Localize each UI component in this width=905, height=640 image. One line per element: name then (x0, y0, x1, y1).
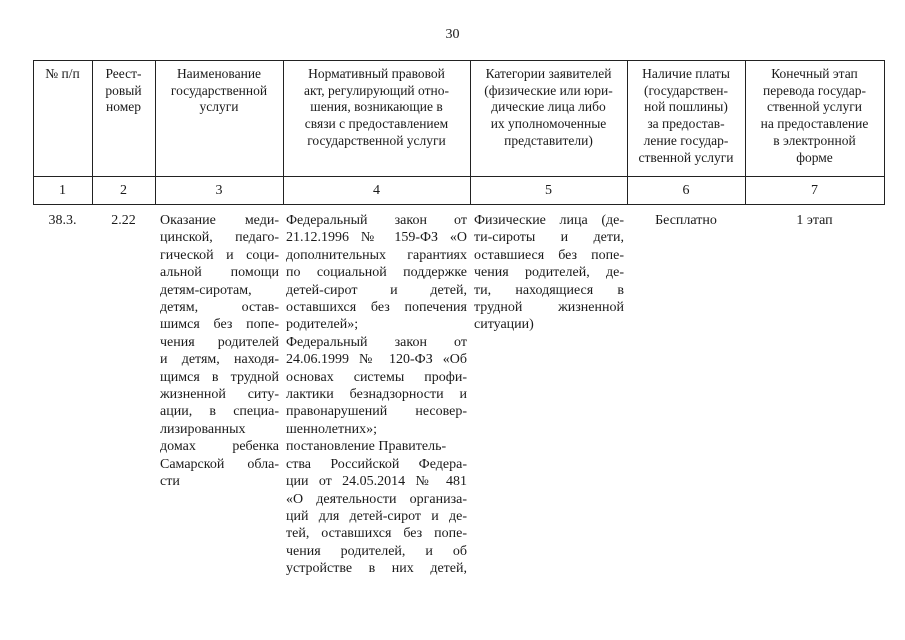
text-line: щимся в трудной (160, 369, 279, 385)
table-top-border (33, 60, 885, 61)
header-line: государственной услуги (307, 132, 446, 148)
header-line: акт, регулирующий отно- (304, 82, 449, 98)
header-line: услуги (199, 99, 239, 115)
text-line: шимся без попе- (160, 317, 279, 333)
header-line: № п/п (45, 66, 80, 81)
header-line: Наличие платы (642, 66, 730, 81)
text-line: Федеральный закон от (286, 334, 467, 350)
text-line: Самарской обла- (160, 456, 279, 472)
text-line: ции от 24.05.2014 № 481 (286, 474, 467, 490)
text-line: Федеральный закон от (286, 213, 467, 228)
text-line: альной помощи (160, 265, 279, 281)
text-line: «О деятельности организа- (286, 491, 467, 507)
text-line: чения родителей, и об (286, 543, 467, 559)
text-line: детей-сирот и детей, (286, 282, 467, 298)
header-line: Наименование (176, 66, 262, 81)
text-line: чения родителей, де- (474, 265, 624, 281)
header-line: перевода государ- (763, 82, 866, 98)
text-line: ти-сироты и дети, (474, 230, 624, 246)
text-line: ти, находящиеся в (474, 282, 624, 298)
column-number: 7 (811, 183, 818, 198)
column-divider (884, 60, 885, 205)
column-number: 4 (373, 183, 380, 198)
header-line: представители) (504, 132, 593, 148)
header-line: дические лица либо (491, 99, 606, 115)
header-fee (627, 66, 745, 166)
text-line: по социальной поддержке (286, 265, 467, 281)
text-line: ций для детей-сирот и де- (286, 508, 467, 524)
header-line: за предостав- (647, 116, 725, 132)
fee-cell: Бесплатно (655, 213, 717, 228)
header-line: форме (796, 149, 833, 165)
header-line: номер (105, 99, 141, 115)
text-line: родителей»; (286, 317, 359, 333)
number-row-bottom-border (33, 204, 885, 205)
text-line: Физические лица (де- (474, 213, 624, 228)
text-line: ации, в специа- (160, 404, 279, 420)
header-applicant-categories (470, 66, 627, 150)
header-line: Конечный этап (771, 66, 858, 81)
header-line: шения, возникающие в (310, 99, 443, 115)
header-line: ление государ- (643, 132, 729, 148)
text-line: ситуации) (474, 317, 534, 333)
text-line: чения родителей (160, 334, 279, 350)
final-stage-cell: 1 этап (796, 213, 833, 228)
text-line: сти (160, 474, 180, 490)
header-bottom-border (33, 176, 885, 177)
applicants-cell (474, 212, 624, 334)
column-number: 6 (682, 183, 690, 198)
text-line: ства Российской Федера- (286, 456, 467, 472)
text-line: детям, остав- (160, 300, 279, 316)
header-registry-number (92, 66, 155, 116)
header-line: ной пошлины) (644, 99, 728, 115)
registry-number: 2.22 (111, 213, 136, 228)
text-line: жизненной ситу- (160, 387, 279, 403)
header-line: в электронной (773, 132, 856, 148)
text-line: и детям, находя- (160, 352, 279, 368)
service-name-cell (160, 212, 279, 491)
header-line: ственной услуги (638, 149, 734, 165)
header-line: Нормативный правовой (308, 66, 445, 81)
text-line: оставшиеся без попе- (474, 247, 624, 263)
header-line: Реест- (105, 66, 142, 81)
header-service-name (155, 66, 283, 116)
text-line: детям-сиротам, (160, 282, 252, 298)
column-number: 5 (545, 183, 552, 198)
column-number: 3 (215, 183, 223, 198)
text-line: дополнительных гарантиях (286, 247, 467, 263)
header-row-number (33, 66, 92, 83)
text-line: правонарушений несовер- (286, 404, 467, 420)
text-line: цинской, педаго- (160, 230, 279, 246)
text-line: постановление Правитель- (286, 439, 447, 455)
text-line: шеннолетних»; (286, 421, 377, 437)
text-line: основах системы профи- (286, 369, 467, 385)
text-line: лизированных (160, 421, 246, 437)
legal-acts-cell (286, 212, 467, 578)
header-line: Категории заявителей (485, 66, 612, 81)
text-line: 24.06.1999 № 120-ФЗ «Об (286, 352, 467, 368)
text-line: Оказание меди- (160, 213, 279, 228)
header-final-stage (745, 66, 884, 166)
text-line: трудной жизненной (474, 300, 624, 316)
header-line: их уполномоченные (490, 116, 607, 132)
header-line: связи с предоставлением (304, 116, 449, 132)
column-number: 1 (59, 183, 66, 198)
header-line: (государствен- (643, 82, 728, 98)
header-line: на предоставление (760, 116, 869, 132)
header-line: (физические или юри- (484, 82, 613, 98)
header-legal-act (283, 66, 470, 150)
text-line: гической и соци- (160, 247, 279, 263)
text-line: 21.12.1996 № 159-ФЗ «О (286, 230, 467, 246)
column-number: 2 (120, 183, 127, 198)
header-line: ровый (105, 82, 142, 98)
text-line: лактики безнадзорности и (286, 387, 467, 403)
text-line: тей, оставшихся без попе- (286, 526, 467, 542)
text-line: оставшихся без попечения (286, 300, 467, 316)
header-line: государственной (170, 82, 268, 98)
header-line: ственной услуги (767, 99, 862, 115)
text-line: домах ребенка (160, 439, 279, 455)
text-line: устройстве в них детей, (286, 561, 467, 577)
page-number: 30 (445, 27, 460, 42)
row-number: 38.3. (48, 213, 77, 228)
